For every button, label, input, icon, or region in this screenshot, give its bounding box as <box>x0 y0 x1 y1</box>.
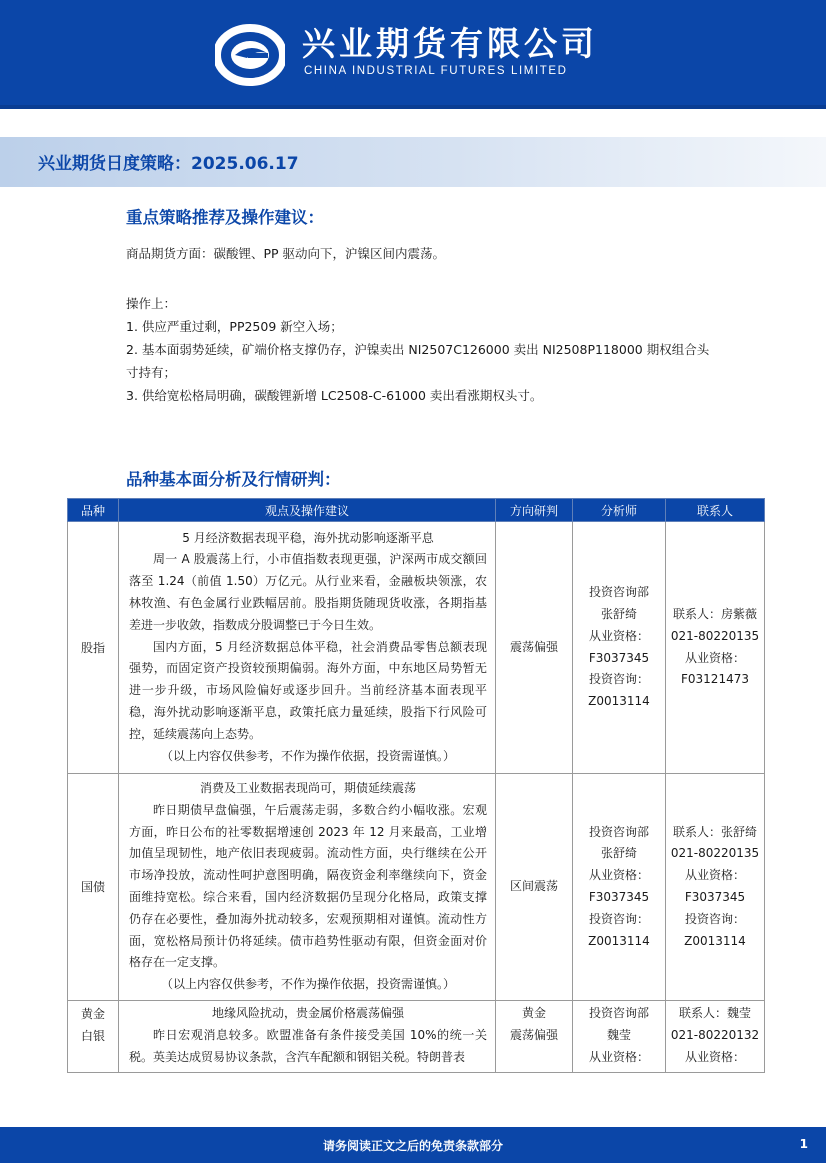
analyst-cell <box>573 1000 666 1072</box>
contact-line: F3037345 <box>684 889 746 904</box>
analyst-line: 投资咨询部 <box>588 1005 649 1020</box>
recommend-heading: 重点策略推荐及操作建议： <box>126 208 324 227</box>
footer-bar <box>0 1127 826 1163</box>
view-title: 地缘风险扰动，贵金属价格震荡偏强 <box>211 1005 404 1020</box>
column-header: 分析师 <box>573 499 666 522</box>
variety-cell: 国债 <box>68 774 119 1001</box>
table-row <box>68 774 765 1001</box>
variety-cell: 黄金 白银 <box>68 1000 119 1072</box>
view-disclaimer: （以上内容仅供参考，不作为操作依据，投资需谨慎。） <box>160 748 455 763</box>
view-title: 5 月经济数据表现平稳，海外扰动影响逐渐平息 <box>182 530 434 545</box>
view-title: 消费及工业数据表现尚可，期债延续震荡 <box>199 781 416 795</box>
operations-label: 操作上： <box>126 296 177 311</box>
direction-text: 震荡偏强 <box>509 639 558 654</box>
analyst-line: 魏莹 <box>606 1027 631 1042</box>
contact-line: 021-80220132 <box>670 1027 760 1042</box>
analysis-table <box>67 498 765 1073</box>
contact-line: 联系人：房紫薇 <box>672 606 757 621</box>
view-paragraph: 周一 A 股震荡上行，小市值指数表现更强，沪深两市成交额回落至 1.24（前值 1.50）万亿元。从行业来看，金融板块领涨，农林牧渔、有色金属行业跌幅居前。股指期货随现货收涨，各期指基差进一步收敛，指数成分股调整已于今日生效。 <box>129 552 487 632</box>
direction-cell <box>496 1000 573 1072</box>
title-bar <box>0 137 826 187</box>
footer-disclaimer: 请务阅读正文之后的免责条款部分 <box>322 1139 503 1153</box>
view-paragraph: 昨日期债早盘偏强，午后震荡走弱，多数合约小幅收涨。宏观方面，昨日公布的社零数据增速创 2023 年 12 月来最高，工业增加值呈现韧性，地产依旧表现疲弱。流动性方面，央行继续在公开市场净投放，流动性呵护意图明确，隔夜资金利率继续向下，资金面维持宽松。综合来看，国内经济数据仍呈现分化格局，政策支撑仍存在必要性，叠加海外扰动较多，宏观预期相对谨慎。流动性方面，宽松格局预计仍将延续。债市趋势性驱动有限，但资金面对价格存在一定支撑。 <box>129 802 487 970</box>
header-banner <box>0 0 826 109</box>
operation-item: 2. 基本面弱势延续，矿端价格支撑仍存，沪镍卖出 NI2507C126000 卖出 NI2508P118000 期权组合头寸持有； <box>126 342 710 380</box>
table-row <box>68 1000 765 1072</box>
analyst-line: 投资咨询部 <box>588 585 649 600</box>
contact-line: 021-80220135 <box>670 628 760 643</box>
analyst-line: 投资咨询部 <box>588 824 649 839</box>
operation-item: 3. 供给宽松格局明确，碳酸锂新增 LC2508-C-61000 卖出看涨期权头寸。 <box>126 388 543 403</box>
operation-item: 1. 供应严重过剩，PP2509 新空入场； <box>126 319 343 334</box>
contact-cell <box>666 774 765 1001</box>
analyst-cell <box>573 774 666 1001</box>
direction-text: 黄金 <box>521 1005 546 1020</box>
analyst-cell <box>573 522 666 774</box>
analyst-line: 从业资格： <box>588 868 649 883</box>
company-name-en: CHINA INDUSTRIAL FUTURES LIMITED <box>304 65 568 77</box>
contact-line: 021-80220135 <box>670 846 760 861</box>
contact-line: 从业资格： <box>684 650 745 665</box>
contact-line: 从业资格： <box>684 1049 745 1064</box>
direction-cell <box>496 774 573 1001</box>
direction-cell <box>496 522 573 774</box>
analyst-line: 张舒绮 <box>600 606 637 621</box>
analyst-line: 从业资格： <box>588 1049 649 1064</box>
direction-text: 震荡偏强 <box>509 1027 558 1042</box>
analyst-line: Z0013114 <box>588 694 650 709</box>
analyst-line: F3037345 <box>588 650 650 665</box>
analyst-line: Z0013114 <box>588 933 650 948</box>
view-paragraph: 国内方面，5 月经济数据总体平稳，社会消费品零售总额表现强势，而固定资产投资较预期偏弱。海外方面，中东地区局势暂无进一步升级，市场风险偏好或逐步回升。当前经济基本面表现平稳，海外扰动影响逐渐平息，政策托底力量延续，股指下行风险可控，延续震荡向上态势。 <box>129 639 487 741</box>
analyst-line: 投资咨询： <box>588 672 649 687</box>
column-header: 方向研判 <box>496 499 573 522</box>
analyst-line: 从业资格： <box>588 628 649 643</box>
page-title: 兴业期货日度策略：2025.06.17 <box>38 154 299 174</box>
column-header: 品种 <box>68 499 119 522</box>
view-disclaimer: （以上内容仅供参考，不作为操作依据，投资需谨慎。） <box>160 977 455 992</box>
contact-line: 联系人：张舒绮 <box>672 824 757 839</box>
analysis-heading: 品种基本面分析及行情研判： <box>126 470 341 489</box>
view-paragraph: 昨日宏观消息较多。欧盟准备有条件接受美国 10%的统一关税。英美达成贸易协议条款，含汽车配额和钢铝关税。特朗普表 <box>129 1027 487 1064</box>
contact-line: 投资咨询： <box>684 911 745 926</box>
commodity-summary: 商品期货方面：碳酸锂、PP 驱动向下，沪镍区间内震荡。 <box>126 246 446 261</box>
contact-cell <box>666 1000 765 1072</box>
table-row <box>68 522 765 774</box>
direction-text: 区间震荡 <box>509 879 558 894</box>
table-header-row <box>68 499 765 522</box>
view-cell <box>119 774 496 1001</box>
page-number: 1 <box>799 1137 808 1151</box>
analyst-line: 投资咨询： <box>588 911 649 926</box>
column-header: 观点及操作建议 <box>119 499 496 522</box>
column-header: 联系人 <box>666 499 765 522</box>
company-name-cn: 兴业期货有限公司 <box>302 24 598 63</box>
analyst-line: F3037345 <box>588 889 650 904</box>
operations-block <box>126 292 726 407</box>
contact-line: F03121473 <box>681 672 749 687</box>
contact-cell <box>666 522 765 774</box>
analyst-line: 张舒绮 <box>600 846 637 861</box>
view-cell <box>119 522 496 774</box>
company-logo-icon <box>215 20 285 90</box>
contact-line: 联系人：魏莹 <box>678 1005 751 1020</box>
variety-cell: 股指 <box>68 522 119 774</box>
contact-line: 从业资格： <box>684 868 745 883</box>
view-cell <box>119 1000 496 1072</box>
contact-line: Z0013114 <box>684 933 746 948</box>
